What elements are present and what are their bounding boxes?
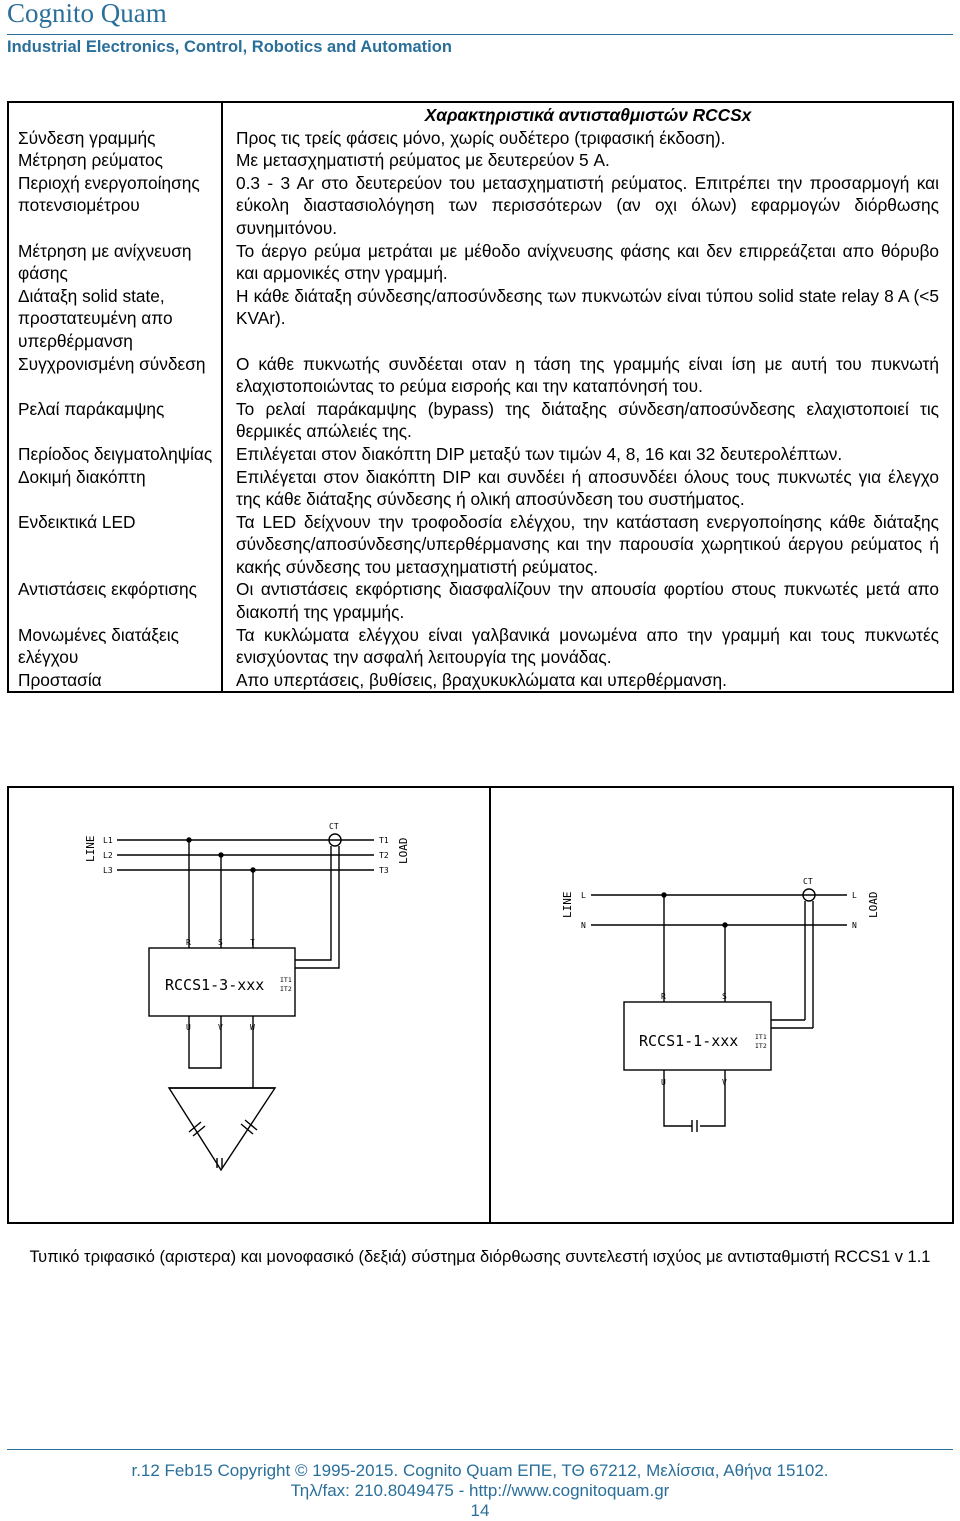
left-ct-term-2: IT2 [280,985,292,993]
spec-row-label: Σύνδεση γραμμής [8,127,222,150]
spec-row-label: Περίοδος δειγματοληψίας [8,443,222,466]
left-ct-term-1: IT1 [280,976,292,984]
left-ct-label: CT [329,822,339,831]
left-phase-in-l2: L2 [103,851,113,860]
right-load-label: LOAD [867,891,880,918]
spec-row-description: Προς τις τρείς φάσεις μόνο, χωρίς ουδέτερο (τριφασική έκδοση). [236,127,726,148]
spec-row-description: Οι αντιστάσεις εκφόρτισης διασφαλίζουν την απουσία φορτίου στους πυκνωτές μετά απο διακοπή της γραμμής. [236,579,939,623]
brand-name: Cognito Quam [7,0,167,28]
right-phase-in-l: L [581,891,586,900]
right-cap-mark [692,1120,697,1132]
spec-row-description: Επιλέγεται στον διακόπτη DIP μεταξύ των τιμών 4, 8, 16 και 32 δευτερολέπτων. [236,443,843,464]
left-phase-out-t2: T2 [379,851,389,860]
left-module-label: RCCS1-3-xxx [165,976,265,994]
left-phase-out-t1: T1 [379,836,389,845]
footer-copyright: r.12 Feb15 Copyright © 1995-2015. Cognito Quam ΕΠΕ, ΤΘ 67212, Μελίσσια, Αθήνα 15102. [131,1461,829,1480]
right-output-u: U [661,1078,666,1087]
left-input-t: T [250,938,255,947]
spec-row-label: Προστασία [8,669,222,693]
spec-table-row [8,669,953,693]
left-phase-out-t3: T3 [379,866,389,875]
brand-tagline: Industrial Electronics, Control, Robotics and Automation [7,38,452,56]
right-phase-out-n: N [852,921,857,930]
spec-row-description: Ο κάθε πυκνωτής συνδέεται οταν η τάση της γραμμής είναι ίση με αυτή του πυκνωτή ελαχιστοποιώντας το ρεύμα εισροής και την καταπόνησή του. [236,353,939,397]
spec-row-description: 0.3 - 3 Ar στο δευτερεύον του μετασχηματιστή ρεύματος. Επιτρέπει την προσαρμογή και εύκολη διαστασιολόγηση των περισσότερων (αν οχι όλων) εφαρμογών διόρθωσης συνημιτόνου. [236,172,939,238]
right-output-v: V [722,1078,727,1087]
spec-row-label: Ρελαί παράκαμψης [8,398,222,443]
spec-row-description: Η κάθε διάταξη σύνδεσης/αποσύνδεσης των πυκνωτών είναι τύπου solid state relay 8 A (<5 KVAr). [236,285,939,329]
spec-table-row [8,466,953,511]
spec-table-heading-blank [8,102,222,127]
spec-table-row [8,398,953,443]
spec-row-description: Το άεργο ρεύμα μετράται με μέθοδο ανίχνευσης φάσης και δεν επιρρεάζεται απο θόρυβο και αρμονικές στην γραμμή. [236,240,939,284]
header-rule [7,34,953,35]
left-phase-in-l1: L1 [103,836,113,845]
spec-row-description: Με μετασχηματιστή ρεύματος με δευτερεύον 5 A. [236,150,610,171]
spec-row-description: Το ρελαί παράκαμψης (bypass) της διάταξης σύνδεση/αποσύνδεσης ελαχιστοποιεί τις θερμικές απώλειές της. [236,398,939,442]
right-capacitor-loop [664,1070,725,1126]
spec-table-heading: Χαρακτηριστικά αντισταθμιστών RCCSx [424,105,752,125]
spec-table-row [8,443,953,466]
spec-table-row [8,624,953,669]
right-phase-in-n: N [581,921,586,930]
left-ct-route [295,938,339,968]
right-ct-route [771,1020,813,1028]
left-input-r: R [186,938,191,947]
spec-row-label: Μέτρηση ρεύματος [8,149,222,172]
right-phase-out-l: L [852,891,857,900]
spec-table-row [8,240,953,285]
left-output-w: W [250,1023,255,1032]
spec-row-label: Αντιστάσεις εκφόρτισης [8,578,222,623]
footer-rule [7,1449,953,1450]
spec-table-row [8,149,953,172]
right-ct-label: CT [803,877,813,886]
spec-row-description: Επιλέγεται στον διακόπτη DIP και συνδέει ή αποσυνδέει όλους τους πυκνωτές για έλεγχο της κάθε διάταξης σύνδεσης ή ολική αποσύνδεση του συστήματος. [236,466,939,510]
spec-row-label: Ενδεικτικά LED [8,511,222,579]
left-output-v: V [218,1023,223,1032]
spec-table-row [8,511,953,579]
spec-row-label: Δοκιμή διακόπτη [8,466,222,511]
spec-row-label: Διάταξη solid state, προστατευμένη απο υπερθέρμανση [8,285,222,353]
spec-row-label: Συγχρονισμένη σύνδεση [8,353,222,398]
footer-contact: Τηλ/fax: 210.8049475 - http://www.cognitoquam.gr [290,1481,670,1500]
spec-table-row [8,578,953,623]
page-number: 14 [470,1501,490,1520]
spec-row-label: Μονωμένες διατάξεις ελέγχου [8,624,222,669]
left-line-label: LINE [84,835,97,862]
right-ct-term-2: IT2 [755,1042,767,1050]
right-ct-term-1: IT1 [755,1033,767,1041]
spec-row-description: Απο υπερτάσεις, βυθίσεις, βραχυκυκλώματα και υπερθέρμανση. [236,669,727,690]
left-input-s: S [218,938,223,947]
figure-caption: Τυπικό τριφασικό (αριστερα) και μονοφασικό (δεξιά) σύστημα διόρθωσης συντελεστή ισχύος με αντισταθμιστή RCCS1 v 1.1 [29,1248,931,1266]
right-input-s: S [722,992,727,1001]
spec-table [7,101,954,693]
spec-table-row [8,353,953,398]
spec-table-row [8,285,953,353]
wiring-diagram-svg [9,788,952,1222]
left-output-u: U [186,1023,191,1032]
spec-row-label: Περιοχή ενεργοποίησης ποτενσιομέτρου [8,172,222,240]
left-capacitor-bank [169,1016,275,1170]
wiring-diagram [7,786,954,1224]
spec-table-row [8,172,953,240]
spec-row-description: Τα κυκλώματα ελέγχου είναι γαλβανικά μονωμένα απο την γραμμή και τους πυκνωτές ενισχύοντας την ασφαλή λειτουργία της μονάδας. [236,624,939,668]
spec-row-description: Τα LED δείχνουν την τροφοδοσία ελέγχου, την κατάσταση ενεργοποίησης κάθε διάταξης σύνδεσης/αποσύνδεσης/υπερθέρμανσης και την παρουσία χωρητικού άεργου ρεύματος ή κακής σύνδεσης του μετασχηματιστή ρεύματος. [236,511,939,577]
spec-table-heading-row [8,102,953,127]
right-line-label: LINE [561,891,574,918]
left-load-label: LOAD [397,837,410,864]
spec-table-row [8,127,953,150]
spec-row-label: Μέτρηση με ανίχνευση φάσης [8,240,222,285]
left-phase-in-l3: L3 [103,866,113,875]
right-module-label: RCCS1-1-xxx [639,1032,739,1050]
right-input-r: R [661,992,666,1001]
page-footer [7,1461,953,1521]
